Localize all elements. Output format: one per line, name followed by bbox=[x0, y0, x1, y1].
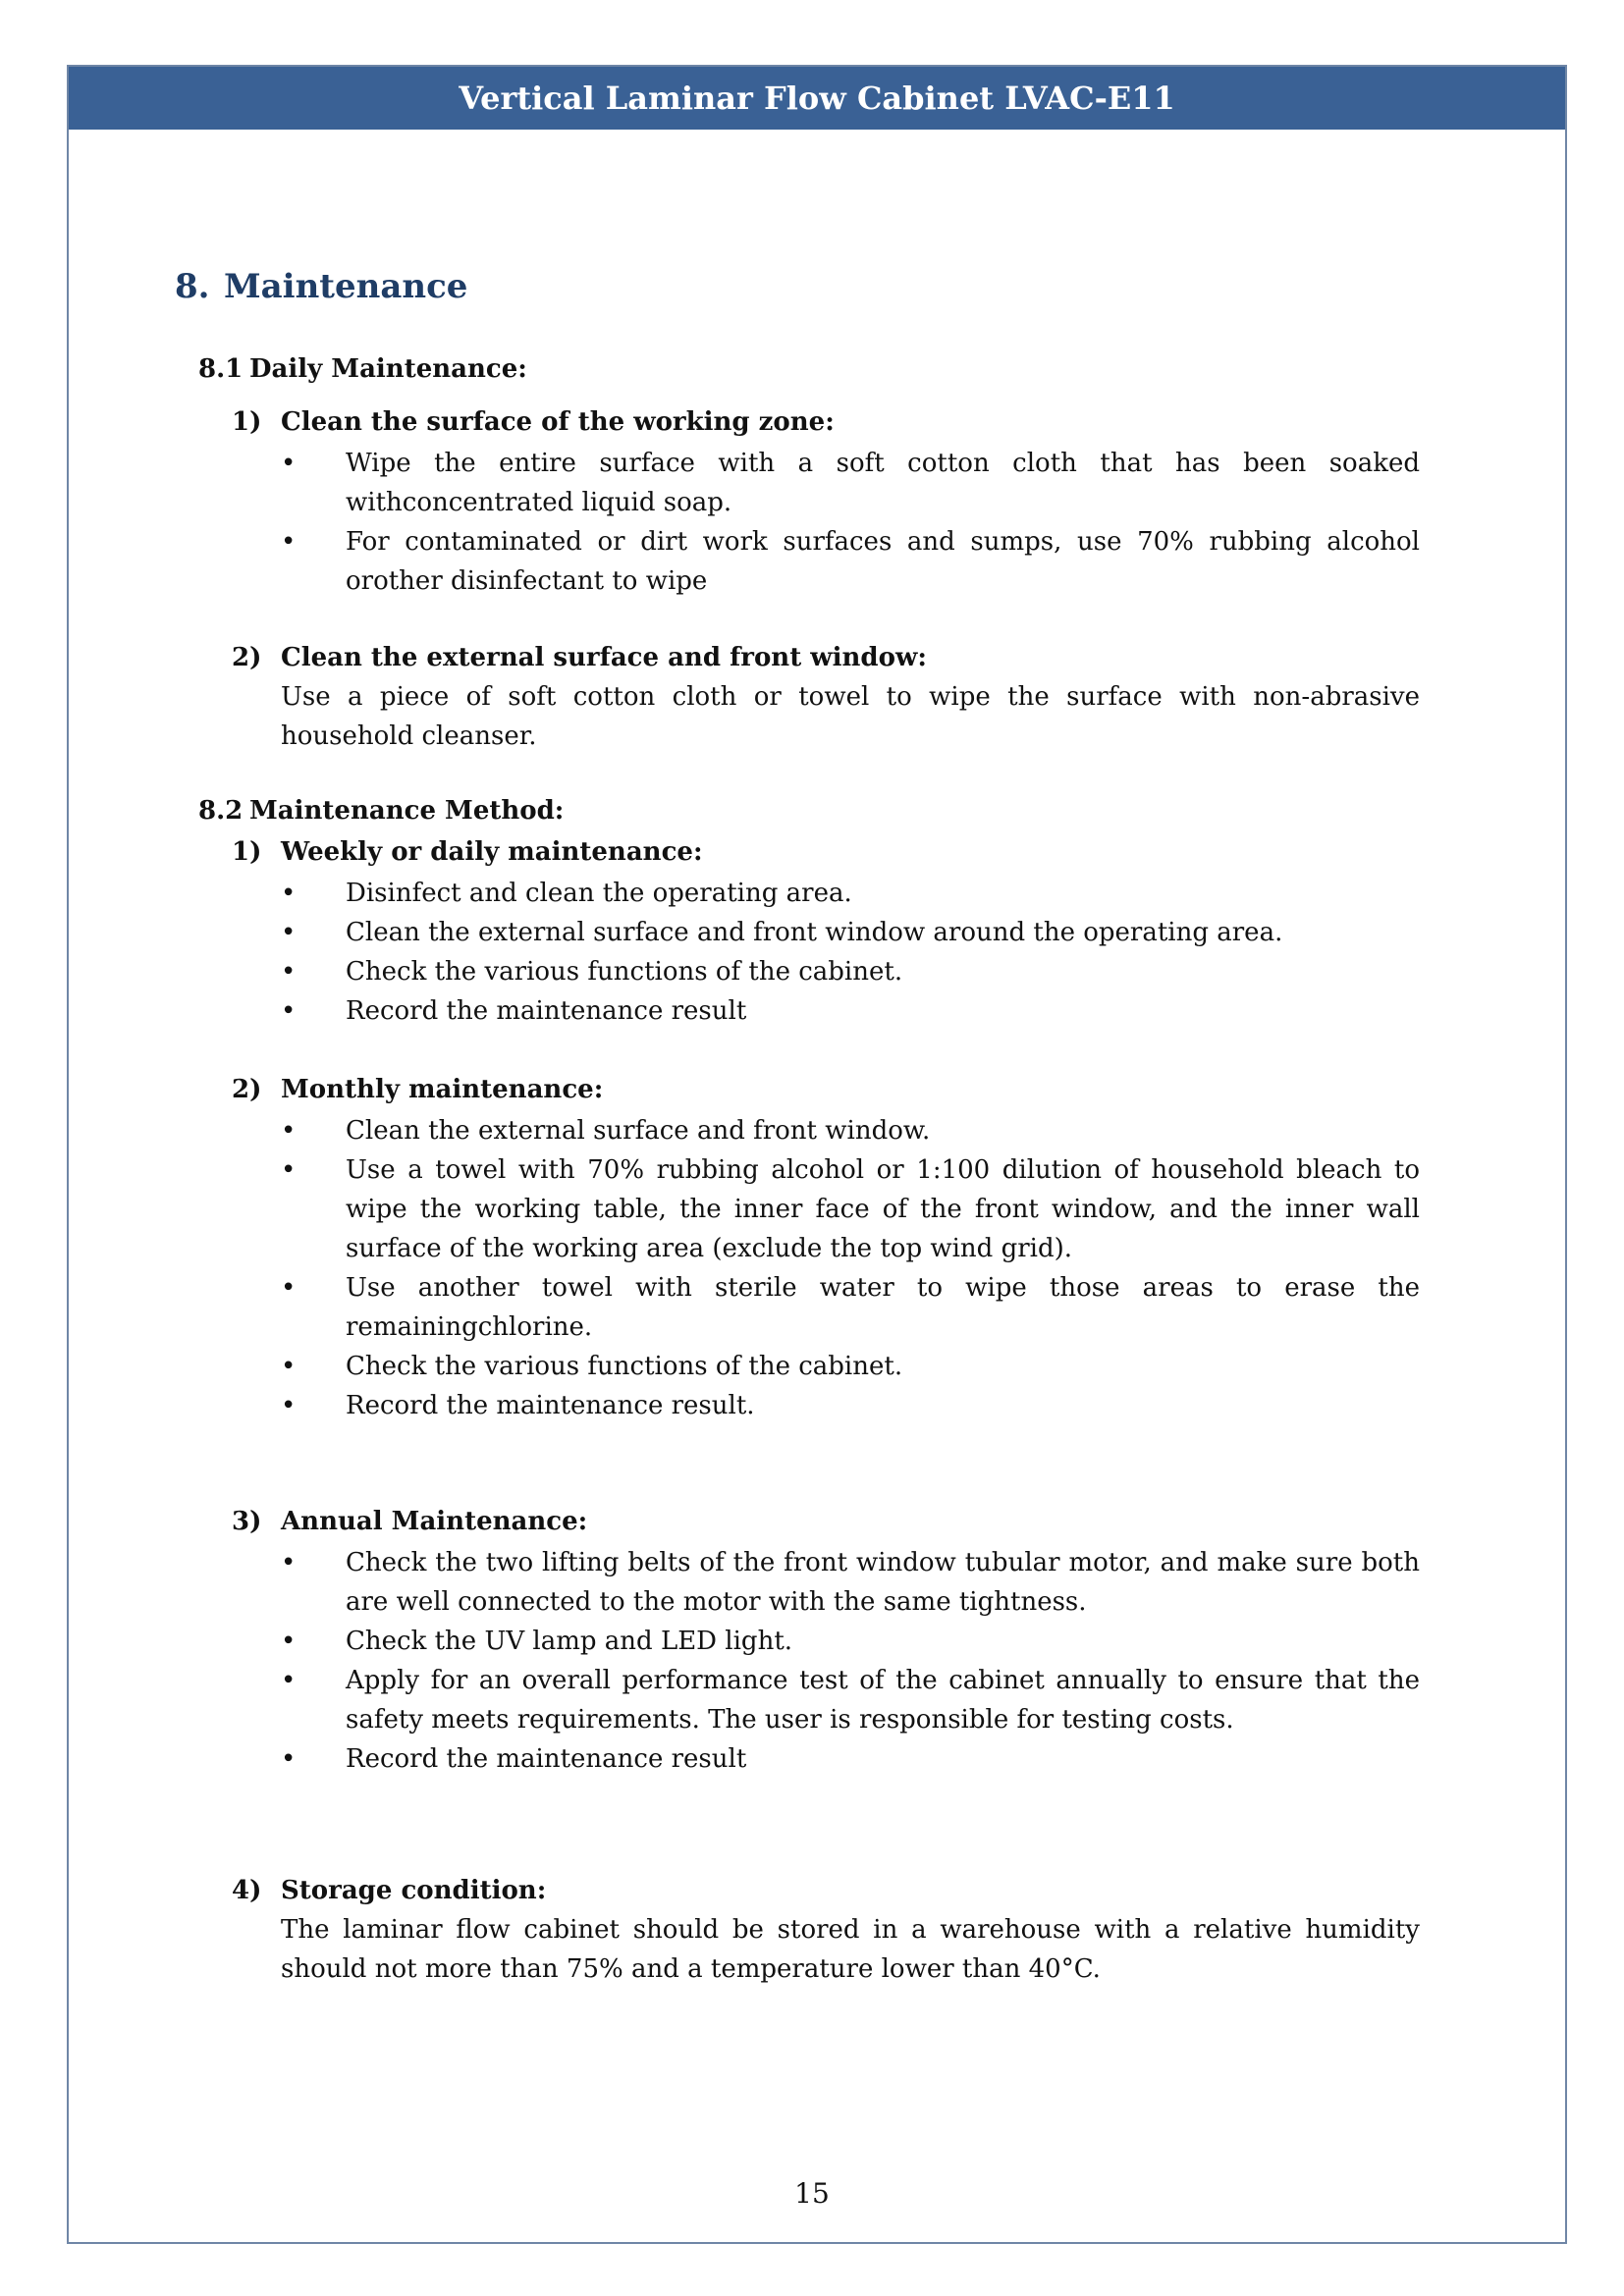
item-title: Clean the external surface and front window: bbox=[281, 643, 927, 672]
item-heading-clean-external-surface bbox=[232, 638, 927, 677]
list-item-text: Use another towel with sterile water to wipe those areas to erase the remainingchlorine. bbox=[346, 1273, 1420, 1342]
subsection-title: Daily Maintenance: bbox=[249, 354, 527, 384]
bullet-icon: • bbox=[281, 449, 297, 478]
bullet-icon: • bbox=[281, 996, 297, 1026]
item-title: Annual Maintenance: bbox=[281, 1507, 588, 1536]
list-item-text: Record the maintenance result bbox=[346, 1744, 747, 1774]
list-item bbox=[281, 1622, 1420, 1661]
bullet-icon: • bbox=[281, 879, 297, 908]
item-title: Storage condition: bbox=[281, 1876, 547, 1905]
bullet-icon: • bbox=[281, 1116, 297, 1146]
item-heading-weekly bbox=[232, 832, 703, 872]
list-item-text: Check the various functions of the cabinet. bbox=[346, 1352, 903, 1381]
list-item bbox=[281, 1386, 1420, 1425]
subsection-number: 8.2 bbox=[198, 796, 244, 826]
item-number: 3) bbox=[232, 1507, 262, 1536]
bullet-icon: • bbox=[281, 1548, 297, 1577]
page-number: 15 bbox=[794, 2177, 830, 2210]
section-number: 8. bbox=[175, 267, 210, 306]
list-item-text: Use a towel with 70% rubbing alcohol or 1:100 dilution of household bleach to wipe the working table, the inner face of the front window, and the inner wall surface of the working area (exclude the top wind grid). bbox=[346, 1155, 1420, 1263]
list-item bbox=[281, 1111, 1420, 1150]
document-header: Vertical Laminar Flow Cabinet LVAC-E11 bbox=[69, 67, 1565, 130]
list-item-text: Record the maintenance result bbox=[346, 996, 747, 1026]
item-text-storage: The laminar flow cabinet should be stored in a warehouse with a relative humidity should not more than 75% and a temperature lower than 40°C. bbox=[281, 1915, 1420, 1984]
bullet-icon: • bbox=[281, 527, 297, 557]
list-item bbox=[281, 952, 1420, 991]
list-item-text: For contaminated or dirt work surfaces and sumps, use 70% rubbing alcohol orother disinfectant to wipe bbox=[346, 527, 1420, 596]
list-item-text: Check the UV lamp and LED light. bbox=[346, 1627, 793, 1656]
bullet-icon: • bbox=[281, 1391, 297, 1420]
subsection-heading-daily bbox=[198, 349, 527, 389]
list-item bbox=[281, 1268, 1420, 1347]
bullet-icon: • bbox=[281, 1627, 297, 1656]
item-heading-annual bbox=[232, 1502, 587, 1541]
bullet-list-annual bbox=[281, 1543, 1420, 1779]
item-number: 1) bbox=[232, 837, 262, 867]
list-item bbox=[281, 913, 1420, 952]
bullet-icon: • bbox=[281, 1273, 297, 1303]
subsection-heading-method bbox=[198, 791, 564, 830]
list-item bbox=[281, 1347, 1420, 1386]
bullet-icon: • bbox=[281, 1155, 297, 1185]
bullet-icon: • bbox=[281, 918, 297, 947]
list-item bbox=[281, 1543, 1420, 1622]
section-heading bbox=[175, 267, 467, 306]
bullet-icon: • bbox=[281, 1744, 297, 1774]
item-heading-clean-working-zone bbox=[232, 402, 835, 442]
item-heading-storage bbox=[232, 1871, 546, 1910]
list-item-text: Clean the external surface and front window. bbox=[346, 1116, 931, 1146]
item-text-clean-external-surface: Use a piece of soft cotton cloth or towel to wipe the surface with non-abrasive household cleanser. bbox=[281, 682, 1420, 751]
subsection-number: 8.1 bbox=[198, 354, 244, 384]
list-item bbox=[281, 1661, 1420, 1739]
list-item bbox=[281, 1150, 1420, 1268]
list-item bbox=[281, 444, 1420, 522]
bullet-list-weekly bbox=[281, 874, 1420, 1031]
bullet-icon: • bbox=[281, 1352, 297, 1381]
list-item-text: Check the various functions of the cabinet. bbox=[346, 957, 903, 987]
list-item-text: Check the two lifting belts of the front window tubular motor, and make sure both are well connected to the motor with the same tightness. bbox=[346, 1548, 1420, 1617]
item-number: 2) bbox=[232, 1075, 262, 1104]
item-title: Monthly maintenance: bbox=[281, 1075, 604, 1104]
item-heading-monthly bbox=[232, 1070, 603, 1109]
bullet-icon: • bbox=[281, 957, 297, 987]
bullet-list-monthly bbox=[281, 1111, 1420, 1425]
item-number: 2) bbox=[232, 643, 262, 672]
list-item-text: Disinfect and clean the operating area. bbox=[346, 879, 852, 908]
list-item-text: Record the maintenance result. bbox=[346, 1391, 755, 1420]
bullet-icon: • bbox=[281, 1666, 297, 1695]
list-item bbox=[281, 991, 1420, 1031]
list-item-text: Wipe the entire surface with a soft cotton cloth that has been soaked withconcentrated liquid soap. bbox=[346, 449, 1420, 517]
item-title: Weekly or daily maintenance: bbox=[281, 837, 703, 867]
list-item bbox=[281, 522, 1420, 601]
list-item-text: Clean the external surface and front window around the operating area. bbox=[346, 918, 1283, 947]
item-number: 1) bbox=[232, 407, 262, 437]
item-title: Clean the surface of the working zone: bbox=[281, 407, 835, 437]
subsection-title: Maintenance Method: bbox=[249, 796, 565, 826]
item-number: 4) bbox=[232, 1876, 262, 1905]
list-item bbox=[281, 1739, 1420, 1779]
list-item bbox=[281, 874, 1420, 913]
section-title: Maintenance bbox=[224, 267, 468, 306]
list-item-text: Apply for an overall performance test of the cabinet annually to ensure that the safety meets requirements. The user is responsible for testing costs. bbox=[346, 1666, 1420, 1735]
bullet-list-working-zone bbox=[281, 444, 1420, 601]
